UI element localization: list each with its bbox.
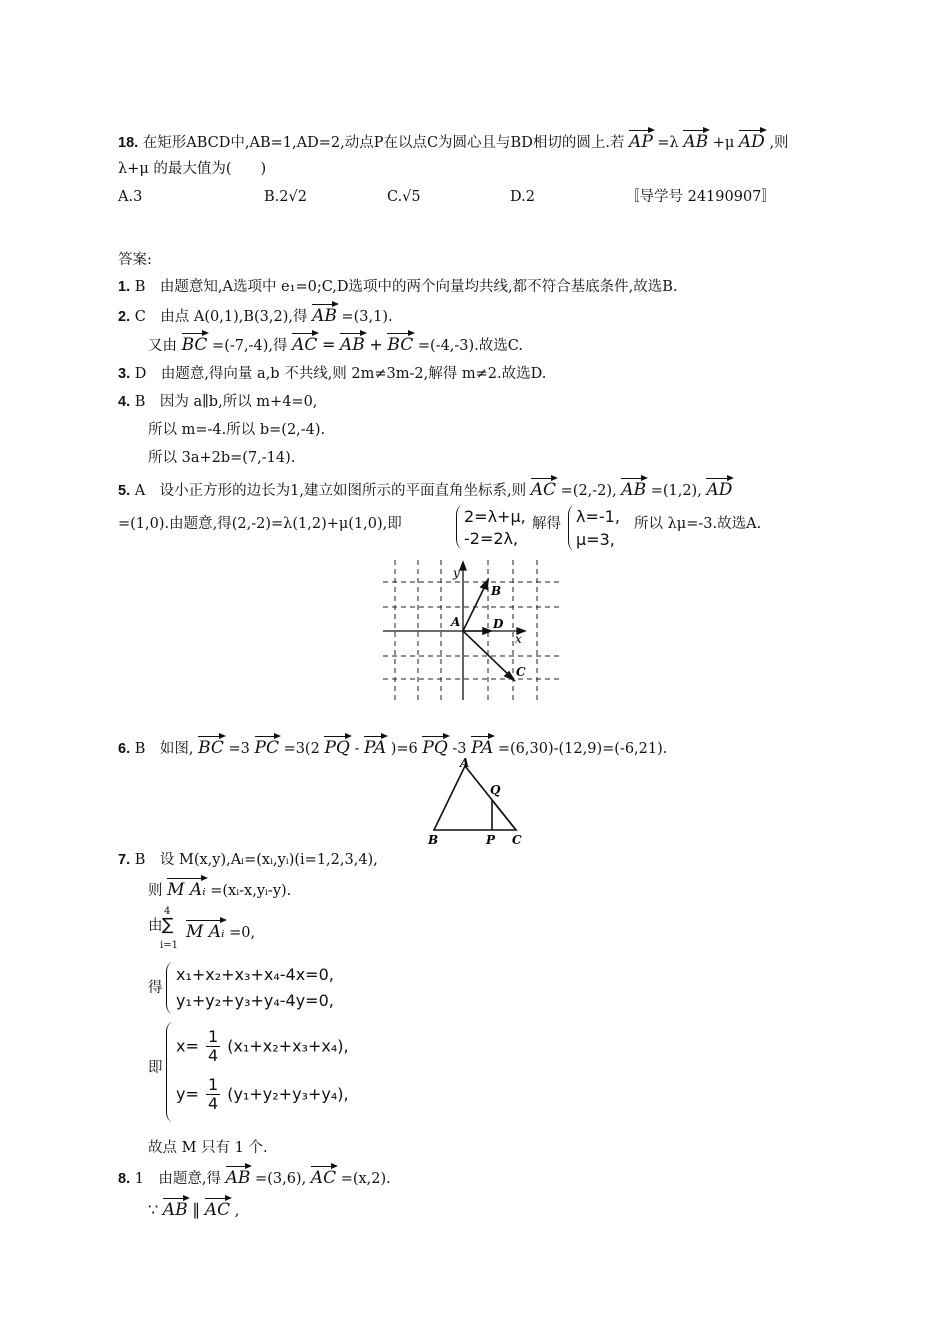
answer-4-line-1 <box>118 394 317 411</box>
vector-pc: PC <box>255 734 279 758</box>
answer-text: , <box>234 1203 240 1219</box>
system-row: x₁+x₂+x₃+x₄-4x=0, <box>176 965 334 984</box>
answer-6 <box>118 734 667 758</box>
equation-part: -3 <box>452 741 467 757</box>
equation-part: =3(2 <box>283 741 320 757</box>
question-number: 18. <box>118 135 139 151</box>
answer-number: 4. <box>118 394 131 410</box>
answer-2-line-2: 又由 BC =(-7,-4),得 AC = AB + BC =(-4,-3).故选C. <box>148 331 523 355</box>
answer-number: 7. <box>118 852 131 868</box>
point-label-c: C <box>516 665 526 679</box>
equation-part: (x₁+x₂+x₃+x₄), <box>227 1036 349 1056</box>
question-18-line-2: λ+μ 的最大值为( ) <box>118 161 267 177</box>
answer-number: 8. <box>118 1171 131 1187</box>
vector-ab: AB <box>340 331 365 355</box>
answer-text: =(3,6), <box>255 1171 307 1187</box>
point-label-d: D <box>493 617 504 631</box>
answer-text: 则 <box>148 883 163 899</box>
vector-mai: M Aᵢ <box>186 918 225 942</box>
equation-part: x= <box>176 1036 199 1056</box>
vector-ab: AB <box>163 1196 188 1220</box>
answer-5-line-2a: =(1,0).由题意,得(2,-2)=λ(1,2)+μ(1,0),即 <box>118 516 402 532</box>
equation-system-2 <box>568 505 628 551</box>
vector-ad: AD <box>739 128 765 152</box>
answer-text: 又由 <box>148 338 177 354</box>
equation-system-4 <box>166 1022 376 1122</box>
point-label-b: B <box>491 584 502 598</box>
answer-text: =(-4,-3).故选C. <box>417 338 523 354</box>
axis-label-x: x <box>515 632 522 646</box>
vector-mai: M Aᵢ <box>167 876 206 900</box>
vector-ab: AB <box>683 128 708 152</box>
answer-text: =(xᵢ-x,yᵢ-y). <box>210 883 292 899</box>
vector-bc: BC <box>387 331 413 355</box>
answer-text: =0, <box>229 925 256 941</box>
answer-text: B 因为 a∥b,所以 m+4=0, <box>134 394 318 410</box>
reference-number: 〚导学号 24190907〛 <box>625 189 776 205</box>
system-row <box>176 1076 349 1114</box>
answer-7-line-1 <box>118 852 378 869</box>
option-c: C.√5 <box>387 189 421 205</box>
axis-label-y: y <box>453 566 460 580</box>
system-row: y₁+y₂+y₃+y₄-4y=0, <box>176 991 334 1010</box>
answer-text: =(x,2). <box>340 1171 391 1187</box>
answer-4-line-2: 所以 m=-4.所以 b=(2,-4). <box>148 422 326 438</box>
question-18-line-1 <box>118 128 789 152</box>
brace <box>568 505 575 551</box>
answer-5-line-1 <box>118 476 732 500</box>
option-d: D.2 <box>510 189 535 205</box>
answer-7-ji: 即 <box>148 1060 163 1076</box>
option-b: B.2√2 <box>264 189 307 205</box>
answer-text: =(2,-2), <box>560 483 617 499</box>
answer-text: B 由题意知,A选项中 e₁=0;C,D选项中的两个向量均共线,都不符合基底条件,故选B. <box>134 279 678 295</box>
vector-ac: AC <box>292 331 317 355</box>
vector-ap: AP <box>629 128 653 152</box>
answer-5-line-2b: 解得 <box>532 516 561 532</box>
equation-part: =3 <box>228 741 250 757</box>
answer-7-line-2 <box>148 876 291 900</box>
system-row: μ=3, <box>576 530 615 549</box>
brace <box>456 505 463 549</box>
denominator: 4 <box>207 1094 219 1114</box>
vector-ab: AB <box>621 476 646 500</box>
question-text: 在矩形ABCD中,AB=1,AD=2,动点P在以点C为圆心且与BD相切的圆上.若 <box>142 135 625 151</box>
point-label-c: C <box>512 833 522 847</box>
answer-number: 1. <box>118 279 131 295</box>
answer-text: =(1,2), <box>650 483 702 499</box>
vector-pa: PA <box>471 734 493 758</box>
equation-part: y= <box>176 1084 199 1104</box>
vector-bc: BC <box>198 734 224 758</box>
figure-triangle <box>420 756 530 848</box>
numerator: 1 <box>207 1075 219 1094</box>
answers-title: 答案: <box>118 252 152 268</box>
vector-ad: AD <box>706 476 732 500</box>
equation-part: - <box>354 741 360 757</box>
answer-text: =(3,1). <box>341 309 393 325</box>
system-row <box>176 1028 349 1066</box>
option-a: A.3 <box>118 189 143 205</box>
vectors <box>463 580 514 680</box>
vector-ac: AC <box>311 1164 336 1188</box>
answer-text: =(-7,-4),得 <box>212 338 288 354</box>
parallel-symbol: ∥ <box>192 1200 201 1219</box>
answer-number: 6. <box>118 741 131 757</box>
equation-system-3 <box>166 962 366 1014</box>
point-label-q: Q <box>490 783 501 797</box>
system-row: λ=-1, <box>576 507 620 526</box>
denominator: 4 <box>207 1046 219 1066</box>
vector-pq: PQ <box>422 734 447 758</box>
vector-pa: PA <box>364 734 386 758</box>
vector-ac: AC <box>531 476 556 500</box>
because-symbol: ∵ <box>148 1200 159 1219</box>
answer-7-line-3b <box>186 918 255 942</box>
system-row: -2=2λ, <box>464 529 519 548</box>
answer-text: B 设 M(x,y),Aᵢ=(xᵢ,yᵢ)(i=1,2,3,4), <box>134 852 378 868</box>
answer-5-line-2c: 所以 λμ=-3.故选A. <box>634 516 762 532</box>
answer-text: C 由点 A(0,1),B(3,2),得 <box>134 309 308 325</box>
point-label-a: A <box>451 615 461 629</box>
vector-ab: AB <box>312 302 337 326</box>
equation-part: )=6 <box>390 741 418 757</box>
answer-number: 2. <box>118 309 131 325</box>
equation-part: =(6,30)-(12,9)=(-6,21). <box>497 741 668 757</box>
answer-1 <box>118 279 678 296</box>
answer-text: B 如图, <box>134 741 194 757</box>
fraction <box>206 1076 220 1114</box>
equation-system-1 <box>456 505 526 549</box>
fraction <box>206 1028 220 1066</box>
brace <box>166 962 173 1014</box>
vector-ab: AB <box>226 1164 251 1188</box>
answer-8-line-2 <box>148 1196 239 1220</box>
answer-number: 3. <box>118 366 131 382</box>
question-text-end: ,则 <box>769 135 789 151</box>
answer-2-line-1 <box>118 302 393 326</box>
sum-symbol: ∑ <box>162 915 174 935</box>
answer-3 <box>118 366 546 383</box>
equation-part: (y₁+y₂+y₃+y₄), <box>227 1084 349 1104</box>
equation-part: +μ <box>712 135 735 151</box>
answer-text: A 设小正方形的边长为1,建立如图所示的平面直角坐标系,则 <box>134 483 527 499</box>
answer-text: D 由题意,得向量 a,b 不共线,则 2m≠3m-2,解得 m≠2.故选D. <box>134 366 547 382</box>
numerator: 1 <box>207 1027 219 1046</box>
answer-number: 5. <box>118 483 131 499</box>
answer-7-line-3a: 由 <box>148 918 163 934</box>
answer-8-line-1 <box>118 1164 391 1188</box>
triangle-lines <box>434 766 516 830</box>
system-row: 2=λ+μ, <box>464 507 526 526</box>
point-label-p: P <box>486 833 496 847</box>
vector-pq: PQ <box>324 734 349 758</box>
brace <box>166 1022 173 1122</box>
answer-7-conclusion: 故点 M 只有 1 个. <box>148 1140 268 1156</box>
answer-4-line-3: 所以 3a+2b=(7,-14). <box>148 450 296 466</box>
point-label-b: B <box>428 833 439 847</box>
answer-7-de: 得 <box>148 980 163 996</box>
sum-upper-limit: 4 <box>164 906 171 917</box>
sum-lower-limit: i=1 <box>160 940 178 951</box>
answer-text: 1 由题意,得 <box>134 1171 222 1187</box>
equation-part: =λ <box>657 135 679 151</box>
vector-ac: AC <box>205 1196 230 1220</box>
vector-bc: BC <box>182 331 208 355</box>
point-label-a: A <box>460 756 470 770</box>
figure-grid-vectors <box>383 560 563 700</box>
dashed-grid <box>383 560 563 700</box>
